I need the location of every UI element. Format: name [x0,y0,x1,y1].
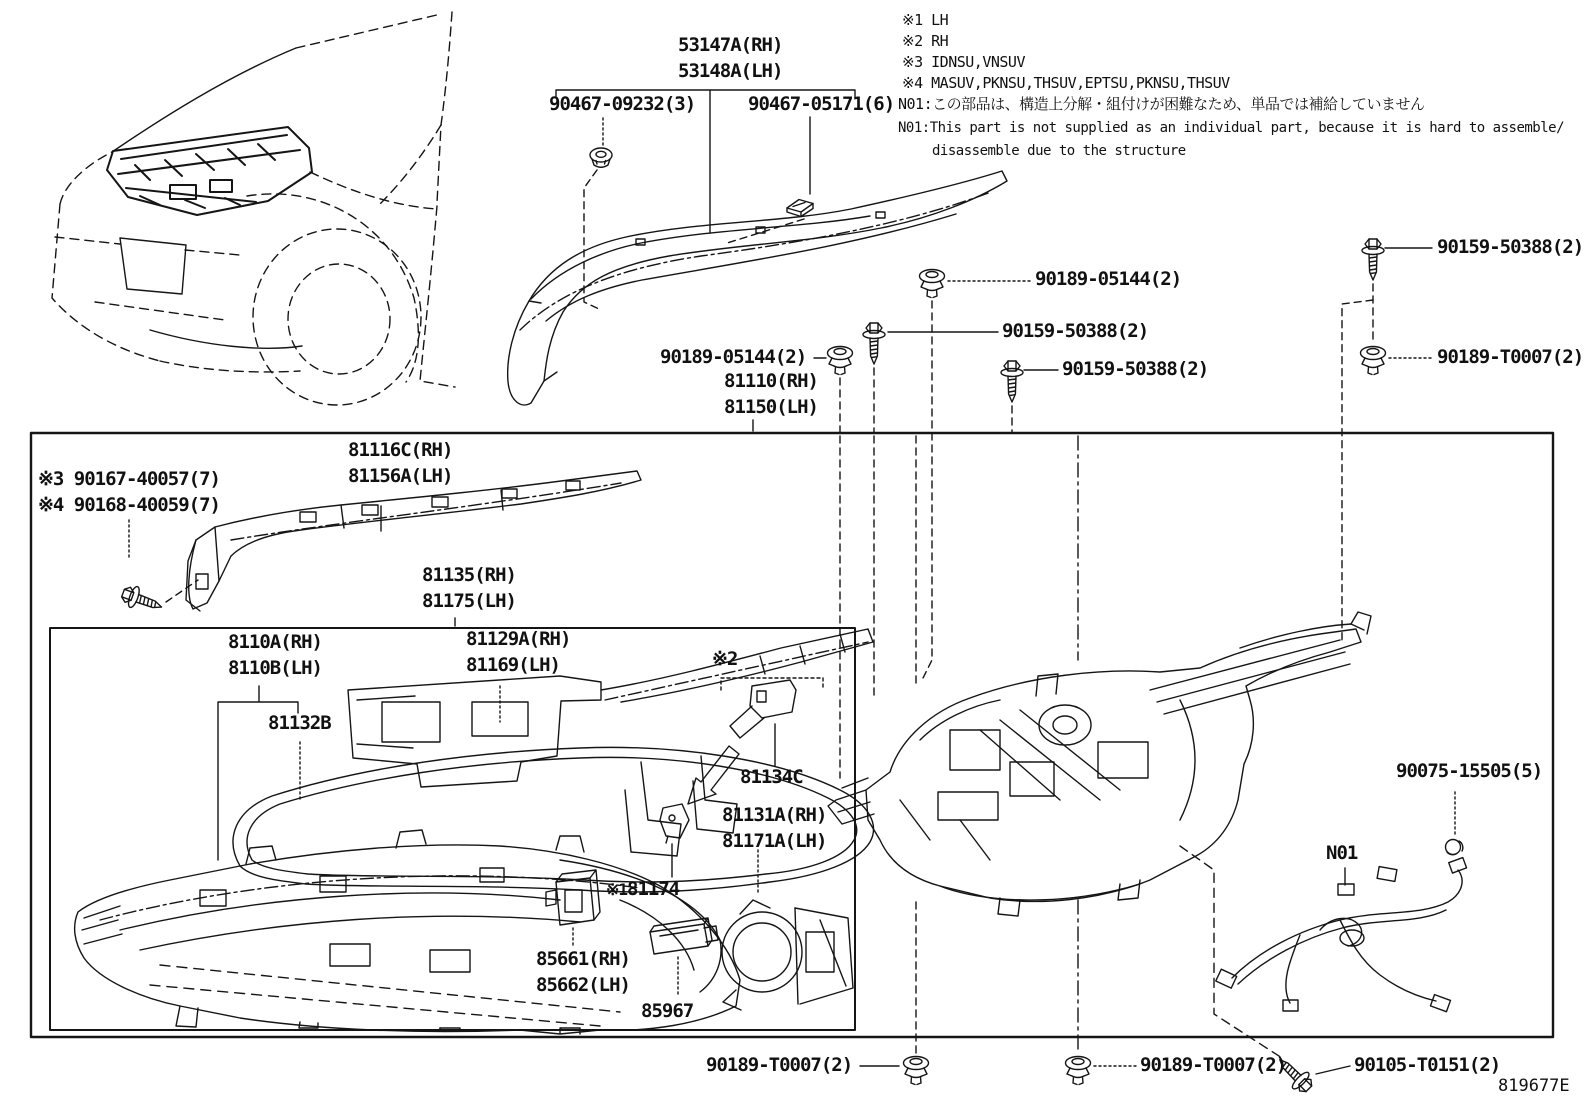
label-90159-50388-right: 90159-50388(2) [1062,358,1209,380]
diagram-code: 819677E [1498,1076,1570,1096]
screw-icon-r1 [1362,239,1384,280]
label-8110b: 8110B(LH) [228,657,322,679]
label-53148a: 53148A(LH) [678,60,783,82]
label-81116c: 81116C(RH) [348,439,453,461]
label-81135: 81135(RH) [422,564,516,586]
label-90075-15505: 90075-15505(5) [1396,760,1543,782]
label-85662: 85662(LH) [536,974,630,996]
note-n01-en: N01:This part is not supplied as an individual part, because it is hard to assemble/ [898,120,1565,136]
label-90467-09232: 90467-09232(3) [549,93,696,115]
clip-icon-left [828,347,853,375]
screw-icon-right [1001,361,1023,402]
clip-icon-top [920,270,945,298]
harness-drawing [1216,858,1467,1012]
label-90167-40057: ※3 90167-40057(7) [38,468,220,490]
screw-icon-mid [863,323,885,364]
label-85661: 85661(RH) [536,948,630,970]
label-sym2: ※2 [712,648,738,670]
label-8110a: 8110A(RH) [228,631,322,653]
label-sym1: ※1 [606,880,628,899]
note-n01-jp: N01:この部品は、構造上分解・組付けが困難なため、単品では補給していません [898,95,1425,113]
label-81134c: 81134C [740,766,803,788]
label-81156a: 81156A(LH) [348,465,453,487]
label-n01: N01 [1326,842,1358,864]
label-53147a: 53147A(RH) [678,34,783,56]
label-81171a: 81171A(LH) [722,830,827,852]
retainer-drawing [186,471,641,611]
label-81110: 81110(RH) [724,370,818,392]
clip-icon-r1 [1361,347,1386,375]
label-81132b: 81132B [268,712,331,734]
label-81174: ※181174 [606,878,680,900]
label-81131a: 81131A(RH) [722,804,827,826]
label-90189-05144-left: 90189-05144(2) [660,346,807,368]
label-81150: 81150(LH) [724,396,818,418]
housing-drawing [828,612,1371,916]
vehicle-sketch [52,12,455,405]
label-90189-t0007-b1: 90189-T0007(2) [706,1054,853,1076]
grommet-icon-90467 [590,148,612,167]
nut-icon-90075 [1446,840,1463,855]
label-90189-t0007-r: 90189-T0007(2) [1437,346,1584,368]
note-1: ※1 LH [902,11,949,29]
clip-81134c-drawing [730,680,796,738]
label-90159-50388-mid: 90159-50388(2) [1002,320,1149,342]
clip-icon-b1 [904,1057,929,1085]
clip-icon-b2 [1066,1057,1091,1085]
label-90168-40059: ※4 90168-40059(7) [38,494,220,516]
projector-81131a-drawing [722,900,853,1010]
clip-icon-90467 [787,200,813,217]
screw-icon-90167 [119,583,165,618]
label-90467-05171: 90467-05171(6) [748,93,895,115]
outer-parts-box [31,433,1553,1037]
label-90189-05144-top: 90189-05144(2) [1035,268,1182,290]
note-3: ※3 IDNSU,VNSUV [902,53,1025,71]
label-90159-50388-r: 90159-50388(2) [1437,236,1584,258]
note-n01-en2: disassemble due to the structure [932,143,1186,159]
label-81169: 81169(LH) [466,654,560,676]
label-90105-t0151: 90105-T0151(2) [1354,1054,1501,1076]
label-90189-t0007-b2: 90189-T0007(2) [1140,1054,1287,1076]
vehicle-sketch-solid [107,48,312,348]
note-4: ※4 MASUV,PKNSU,THSUV,EPTSU,PKNSU,THSUV [902,74,1230,92]
label-81129a: 81129A(RH) [466,628,571,650]
label-85967: 85967 [641,1000,694,1022]
label-81175: 81175(LH) [422,590,516,612]
note-2: ※2 RH [902,32,949,50]
